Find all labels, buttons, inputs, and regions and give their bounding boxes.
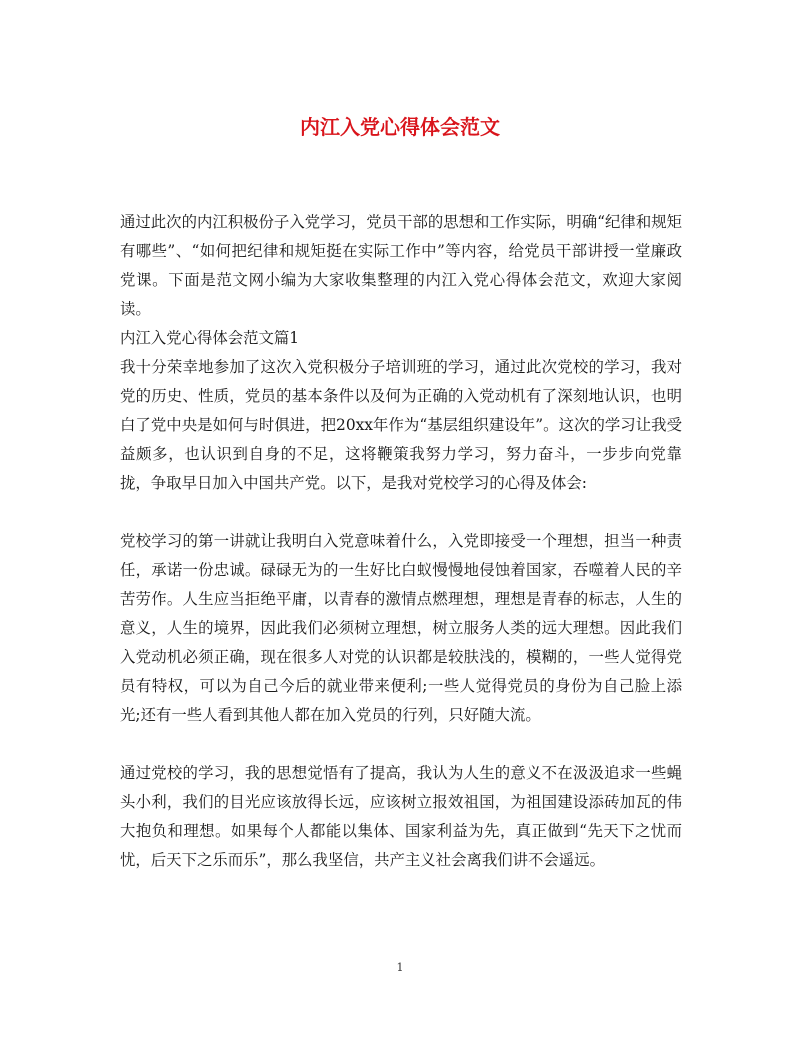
body-paragraph: 通过党校的学习，我的思想觉悟有了提高，我认为人生的意义不在汲汲追求一些蝇头小利，我们的目光应该放得长远，应该树立报效祖国，为祖国建设添砖加瓦的伟大抱负和理想。如果每个人都能以集体、国家利益为先，真正做到“先天下之忧而忧，后天下之乐而乐”，那么我坚信，共产主义社会离我们讲不会遥远。 (120, 764, 682, 869)
section-heading: 内江入党心得体会范文篇1 (120, 329, 300, 347)
page-number: 1 (396, 961, 404, 974)
document-title: 内江入党心得体会范文 (300, 115, 500, 139)
document-body (120, 208, 682, 875)
intro-paragraph: 通过此次的内江积极份子入党学习，党员干部的思想和工作实际，明确“纪律和规矩有哪些”、“如何把纪律和规矩挺在实际工作中”等内容，给党员干部讲授一堂廉政党课。下面是范文网小编为大家收集整理的内江入党心得体会范文，欢迎大家阅读。 (120, 213, 682, 318)
body-paragraph: 党校学习的第一讲就让我明白入党意味着什么，入党即接受一个理想，担当一种责任，承诺一份忠诚。碌碌无为的一生好比白蚁慢慢地侵蚀着国家，吞噬着人民的辛苦劳作。人生应当拒绝平庸，以青春的激情点燃理想，理想是青春的标志，人生的意义，人生的境界，因此我们必须树立理想，树立服务人类的远大理想。因此我们入党动机必须正确，现在很多人对党的认识都是较肤浅的，模糊的，一些人觉得党员有特权，可以为自己今后的就业带来便利;一些人觉得党员的身份为自己脸上添光;还有一些人看到其他人都在加入党员的行列，只好随大流。 (120, 532, 682, 724)
body-paragraph: 我十分荣幸地参加了这次入党积极分子培训班的学习，通过此次党校的学习，我对党的历史、性质，党员的基本条件以及何为正确的入党动机有了深刻地认识，也明白了党中央是如何与时俱进，把20xx年作为“基层组织建设年”。这次的学习让我受益颇多，也认识到自身的不足，这将鞭策我努力学习，努力奋斗，一步步向党靠拢，争取早日加入中国共产党。以下，是我对党校学习的心得及体会: (120, 358, 682, 492)
